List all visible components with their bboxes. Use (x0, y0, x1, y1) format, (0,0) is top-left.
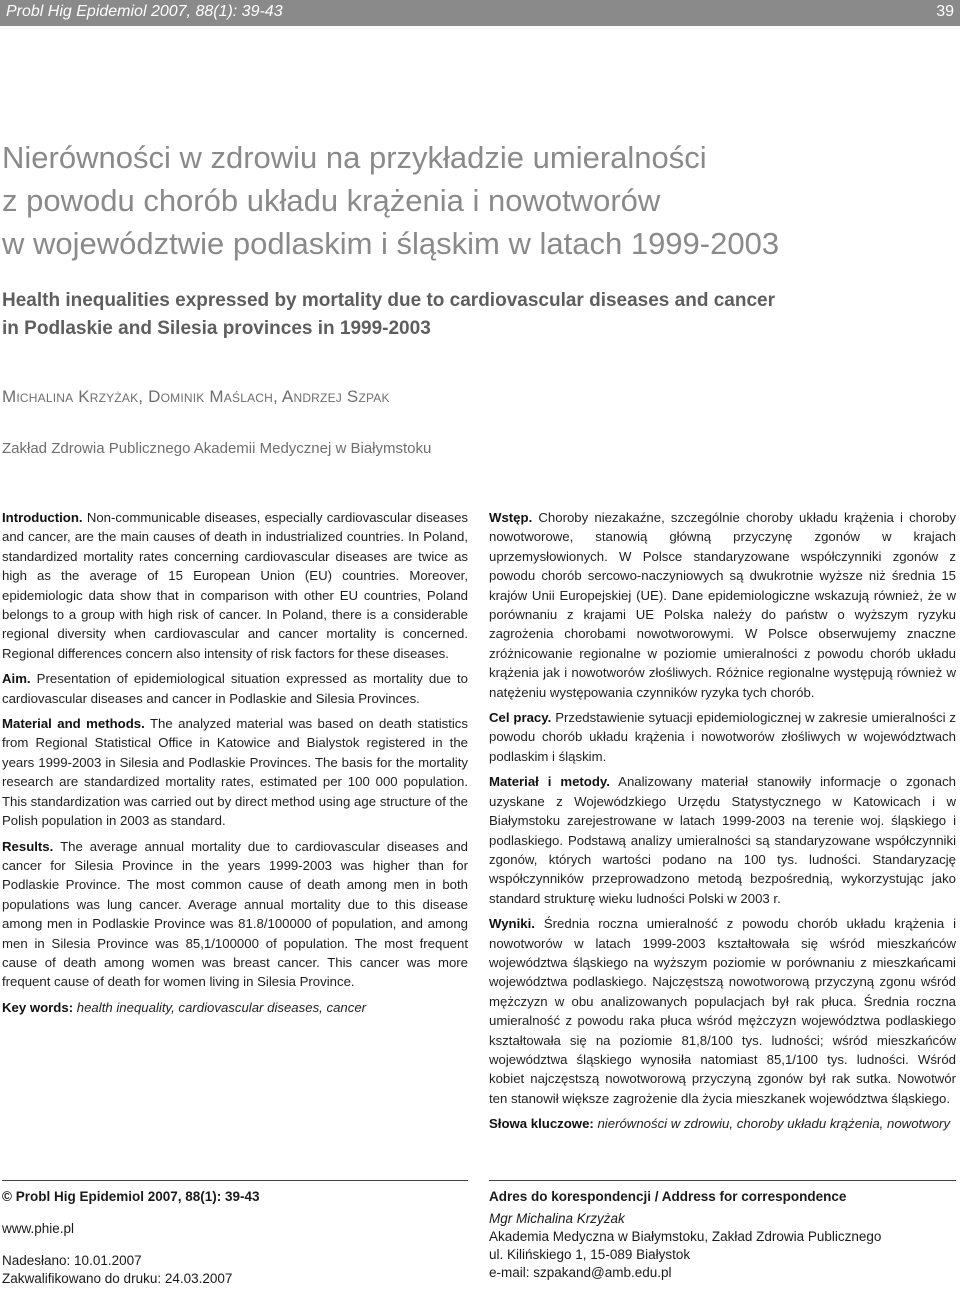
abstract-pl-introduction (489, 508, 956, 702)
spacer (2, 1206, 468, 1220)
section-label: Material and methods. (2, 716, 145, 732)
correspondent-email[interactable]: e-mail: szpakand@amb.edu.pl (489, 1265, 672, 1280)
correspondence-address (489, 1188, 956, 1282)
correspondent-street: ul. Kilińskiego 1, 15-089 Białystok (489, 1247, 691, 1262)
page-number: 39 (936, 3, 954, 20)
section-text: Presentation of epidemiological situation expressed as mortality due to cardiovascular diseases and cancer in Podlaskie and Silesia Provinces. (2, 671, 468, 706)
citation-line (2, 1188, 468, 1206)
section-text: Non-communicable diseases, especially cardiovascular diseases and cancer, are the main causes of death in industrialized countries. In Poland, standardized mortality rates concerning cardiovascular diseases are twice as high as the average of 15 European Union (EU) countries. Moreover, epidemiologic data show that in comparison with other EU countries, Poland belongs to a group with high risk of cancer. In Poland, there is a considerable regional diversity when cardiovascular and cancer mortality is concerned. Regional differences concern also intensity of risk factors for these diseases. (2, 510, 468, 661)
title-english (2, 287, 952, 343)
abstract-pl-keywords (489, 1114, 956, 1133)
section-label: Results. (2, 838, 54, 854)
section-label: Aim. (2, 671, 31, 687)
footer-divider-left (2, 1180, 468, 1181)
abstract-pl-aim (489, 708, 956, 766)
keywords-label: Key words: (2, 999, 74, 1015)
section-text: The average annual mortality due to cardiovascular diseases and cancer for Silesia Province in the years 1999-2003 was higher than for Podlaskie Province. The most common cause of death among men in both populations was lung cancer. Average annual mortality due to this disease among men in Podlaskie Province was 81.8/100000 of population, and among men in Silesia Province was 85,1/100000 of population. The most frequent cause of death among women was breast cancer. This cancer was more frequent cause of death for women living in Silesia Province. (2, 838, 468, 990)
journal-header-bar (0, 0, 960, 26)
abstract-en-aim (2, 669, 468, 708)
title-english-line: in Podlaskie and Silesia provinces in 1999-2003 (2, 318, 431, 339)
publication-info (2, 1188, 468, 1288)
section-text: Średnia roczna umieralność z powodu chorób układu krążenia i nowotworów w latach 1999-2003 kształtowała się wśród mieszkańców województwa śląskiego na wyższym poziomie w porównaniu z mieszkańcami województwa podlaskiego. Najczęstszą nowotworową przyczyną zgonu wśród mężczyzn w obu analizowanych populacjach był rak płuca. Średnia roczna umieralność z powodu raka płuca wśród mężczyzn województwa podlaskiego kształtowała się na poziomie 81,8/100 tys. ludności; wśród mieszkańców województwa śląskiego wynosiła natomiast 85,1/100 tys. ludności. Wśród kobiet najczęstszą nowotworową przyczyną zgonów był rak sutka. Nowotwór ten stanowił większe zagrożenie dla życia mieszkanek województwa śląskiego. (489, 916, 956, 1106)
section-label: Wyniki. (489, 916, 535, 932)
keywords-text: health inequality, cardiovascular diseases, cancer (76, 999, 367, 1015)
abstract-en-introduction (2, 508, 468, 663)
section-text: The analyzed material was based on death statistics from Regional Statistical Office in Katowice and Bialystok registered in the years 1999-2003 in Silesia and Podlaskie Provinces. The basis for the mortality research are standardized mortality rates, estimated per 100 000 population. This standardization was carried out by direct method using age structure of the Polish population in 2003 as standard. (2, 716, 468, 829)
title-english-line: Health inequalities expressed by mortality due to cardiovascular diseases and cancer (2, 290, 775, 311)
keywords-text: nierówności w zdrowiu, choroby układu krążenia, nowotwory (597, 1116, 951, 1132)
section-text: Choroby niezakaźne, szczególnie choroby układu krążenia i choroby nowotworowe, stanowią główną przyczynę zgonów w krajach uprzemysłowionych. W Polsce standaryzowane współczynniki zgonów z powodu chorób sercowo-naczyniowych są dwukrotnie wyższe niż średnia 15 krajów Unii Europejskiej (UE). Dane epidemiologiczne wskazują również, że w porównaniu z krajami UE Polska należy do państw o wyższym ryzyku zagrożenia chorobami nowotworowymi. W Polsce obserwujemy znaczne zróżnicowanie regionalne w poziomie umieralności z powodu chorób układu krążenia jak i nowotworów złośliwych. Różnice regionalne występują również w natężeniu występowania czynników ryzyka tych chorób. (489, 510, 957, 700)
correspondence-heading: Adres do korespondencji / Address for correspondence (489, 1189, 847, 1204)
copyright-icon: © (2, 1189, 12, 1204)
abstract-pl-methods (489, 772, 956, 908)
title-polish-line: w województwie podlaskim i śląskim w latach 1999-2003 (2, 226, 780, 261)
section-label: Materiał i metody. (489, 774, 610, 790)
authors: Michalina Krzyżak, Dominik Maślach, Andrzej Szpak (2, 387, 390, 406)
section-text: Analizowany materiał stanowiły informacje o zgonach uzyskane z Wojewódzkiego Urzędu Statystycznego w Katowicach i w Białymstoku zarejestrowane w latach 1999-2003 na terenie woj. śląskiego i podlaskiego. Podstawą analizy umieralności są standaryzowane współczynniki zgonów, których wartości podano na 100 tys. ludności. Standaryzację współczynników przeprowadzono metodą bezpośrednią, wykorzystując jako standard strukturę wieku ludności Polski w 2003 r. (489, 774, 956, 906)
section-label: Introduction. (2, 510, 83, 525)
abstract-en-keywords (2, 998, 468, 1017)
abstract-en-methods (2, 714, 468, 830)
footer-divider-right (489, 1180, 956, 1181)
section-text: Przedstawienie sytuacji epidemiologicznej w zakresie umieralności z powodu chorób układu krążenia i nowotworów złośliwych w województwach podlaskim i śląskim. (489, 710, 956, 764)
spacer (2, 1238, 468, 1252)
correspondent-institution: Akademia Medyczna w Białymstoku, Zakład Zdrowia Publicznego (489, 1229, 882, 1244)
section-label: Cel pracy. (489, 710, 552, 726)
citation-text: Probl Hig Epidemiol 2007, 88(1): 39-43 (15, 1189, 260, 1204)
abstract-english (2, 508, 468, 1023)
keywords-label: Słowa kluczowe: (489, 1116, 594, 1132)
abstract-pl-results (489, 914, 956, 1108)
title-polish-line: Nierówności w zdrowiu na przykładzie umieralności (2, 140, 707, 175)
received-date: Nadesłano: 10.01.2007 (2, 1253, 142, 1268)
correspondent-name: Mgr Michalina Krzyżak (489, 1211, 625, 1226)
abstract-polish (489, 508, 956, 1140)
website-link[interactable]: www.phie.pl (2, 1221, 75, 1236)
section-label: Wstęp. (489, 510, 533, 525)
title-polish (2, 136, 952, 265)
affiliation: Zakład Zdrowia Publicznego Akademii Medycznej w Białymstoku (2, 440, 432, 457)
accepted-date: Zakwalifikowano do druku: 24.03.2007 (2, 1271, 233, 1286)
title-polish-line: z powodu chorób układu krążenia i nowotworów (2, 183, 661, 218)
abstract-en-results (2, 837, 468, 992)
journal-citation-header: Probl Hig Epidemiol 2007, 88(1): 39-43 (6, 3, 283, 20)
